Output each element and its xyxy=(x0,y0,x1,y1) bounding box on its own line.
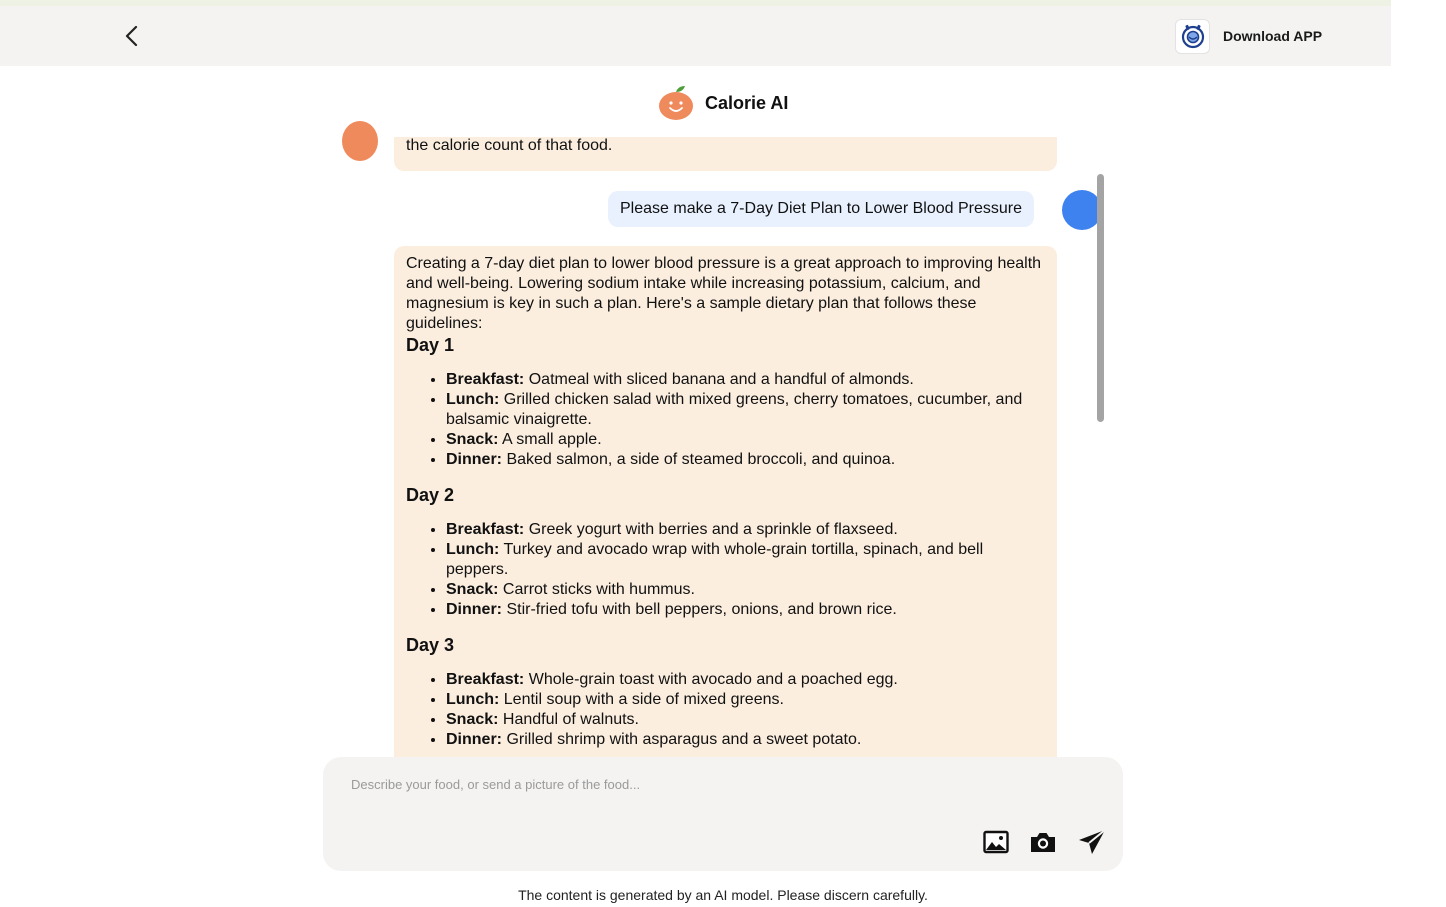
previous-ai-text: the calorie count of that food. xyxy=(406,137,613,154)
meal-item xyxy=(446,370,1045,390)
response-intro: Creating a 7-day diet plan to lower blood pressure is a great approach to improving health and well-being. Lowering sodium intake while increasing potassium, calcium, and magnesium is key in such a plan. Here's a sample dietary plan that follows these guidelines: xyxy=(406,255,1042,332)
back-button[interactable] xyxy=(116,20,146,52)
meal-list xyxy=(406,520,1045,620)
meal-text: A small apple. xyxy=(502,431,602,448)
meal-item xyxy=(446,730,1045,750)
message-composer xyxy=(323,757,1123,871)
meal-label: Dinner: xyxy=(446,731,502,748)
send-button[interactable] xyxy=(1077,827,1107,857)
image-upload-icon xyxy=(983,830,1009,854)
meal-text: Greek yogurt with berries and a sprinkle of flaxseed. xyxy=(528,521,898,538)
image-upload-button[interactable] xyxy=(981,827,1011,857)
day-heading: Day 1 xyxy=(406,335,455,355)
meal-text: Baked salmon, a side of steamed broccoli, and quinoa. xyxy=(506,451,896,468)
meal-list xyxy=(406,670,1045,750)
meal-item xyxy=(446,710,1045,730)
ai-avatar xyxy=(342,121,378,161)
meal-label: Breakfast: xyxy=(446,671,525,688)
meal-text: Grilled shrimp with asparagus and a sweet potato. xyxy=(506,731,862,748)
meal-label: Breakfast: xyxy=(446,521,525,538)
meal-label: Snack: xyxy=(446,711,499,728)
meal-label: Snack: xyxy=(446,581,499,598)
message-input[interactable] xyxy=(351,777,1091,817)
meal-label: Snack: xyxy=(446,431,499,448)
meal-item xyxy=(446,600,1045,620)
top-bar xyxy=(0,6,1391,66)
meal-text: Stir-fried tofu with bell peppers, onions, and brown rice. xyxy=(506,601,897,618)
camera-button[interactable] xyxy=(1028,827,1058,857)
meal-item xyxy=(446,540,1045,580)
user-avatar xyxy=(1062,190,1102,230)
day-heading: Day 3 xyxy=(406,635,455,655)
day-heading: Day 2 xyxy=(406,485,455,505)
meal-label: Breakfast: xyxy=(446,371,525,388)
meal-label: Dinner: xyxy=(446,601,502,618)
chevron-left-icon xyxy=(122,24,140,48)
meal-list xyxy=(406,370,1045,470)
meal-label: Lunch: xyxy=(446,391,500,408)
meal-item xyxy=(446,450,1045,470)
meal-text: Grilled chicken salad with mixed greens, cherry tomatoes, cucumber, and balsamic vinaigrette. xyxy=(446,391,1023,428)
meal-label: Lunch: xyxy=(446,691,500,708)
meal-item xyxy=(446,430,1045,450)
orange-face-logo-icon xyxy=(657,84,695,122)
brand xyxy=(657,84,788,122)
meal-text: Lentil soup with a side of mixed greens. xyxy=(503,691,784,708)
user-message-bubble: Please make a 7-Day Diet Plan to Lower Blood Pressure xyxy=(608,191,1034,227)
send-icon xyxy=(1077,828,1107,856)
meal-text: Oatmeal with sliced banana and a handful of almonds. xyxy=(528,371,914,388)
chat-scrollbar[interactable] xyxy=(1097,174,1104,422)
meal-item xyxy=(446,520,1045,540)
camera-icon xyxy=(1029,830,1057,854)
meal-text: Whole-grain toast with avocado and a poached egg. xyxy=(528,671,898,688)
app-title: Calorie AI xyxy=(705,92,789,113)
meal-text: Turkey and avocado wrap with whole-grain tortilla, spinach, and bell peppers. xyxy=(446,541,984,578)
meal-label: Dinner: xyxy=(446,451,502,468)
download-app-button[interactable] xyxy=(1175,18,1322,54)
download-app-label: Download APP xyxy=(1223,28,1323,44)
meal-text: Carrot sticks with hummus. xyxy=(502,581,695,598)
previous-ai-message xyxy=(394,137,1057,171)
meal-label: Lunch: xyxy=(446,541,500,558)
app-logo-icon xyxy=(1175,19,1210,54)
ai-disclaimer: The content is generated by an AI model. Please discern carefully. xyxy=(518,887,928,903)
diet-plan-days xyxy=(406,334,1045,750)
ai-response-bubble xyxy=(394,246,1057,776)
meal-item xyxy=(446,690,1045,710)
meal-item xyxy=(446,670,1045,690)
meal-item xyxy=(446,390,1045,430)
meal-item xyxy=(446,580,1045,600)
meal-text: Handful of walnuts. xyxy=(502,711,639,728)
chat-scroll-area[interactable] xyxy=(330,137,1110,755)
